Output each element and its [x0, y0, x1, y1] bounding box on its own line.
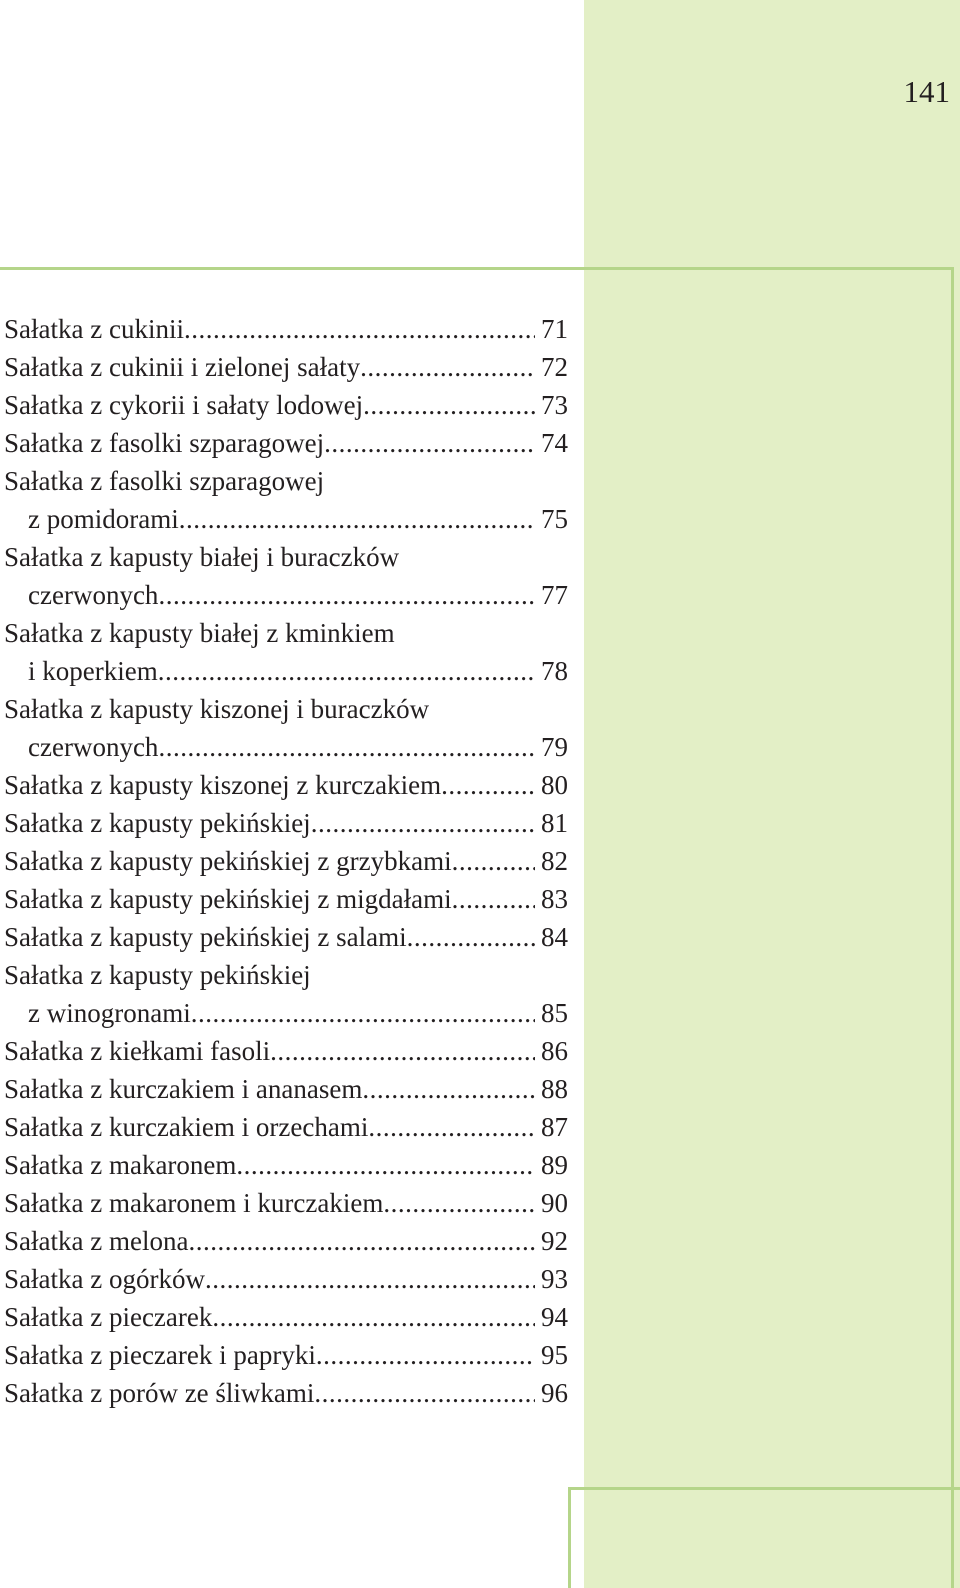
- toc-entry: [4, 538, 568, 614]
- dot-leader: [184, 310, 535, 348]
- toc-entry-row: [4, 500, 568, 538]
- dot-leader: [360, 348, 535, 386]
- bottom-rule-vertical: [568, 1487, 571, 1588]
- toc-entry-title: Sałatka z fasolki szparagowej: [4, 428, 325, 458]
- toc-entry: [4, 1108, 568, 1146]
- toc-entry-title: Sałatka z kapusty pekińskiej: [4, 808, 311, 838]
- toc-entry-title: i koperkiem: [28, 656, 158, 686]
- dot-leader: [205, 1260, 535, 1298]
- toc-entry-title: Sałatka z pieczarek i papryki: [4, 1340, 316, 1370]
- toc-entry-title: z winogronami: [28, 998, 191, 1028]
- dot-leader: [407, 918, 535, 956]
- toc-entry-row: [4, 1108, 568, 1146]
- toc-entry-row: [4, 1184, 568, 1222]
- dot-leader: [191, 994, 535, 1032]
- toc-entry-title: Sałatka z kapusty pekińskiej z migdałami: [4, 884, 452, 914]
- toc-entry-page: 94: [541, 1302, 568, 1332]
- toc-entry-row: [4, 1222, 568, 1260]
- toc-entry-row: [4, 1032, 568, 1070]
- dot-leader: [452, 842, 535, 880]
- toc-entry-row: [4, 1260, 568, 1298]
- toc-entry: [4, 1260, 568, 1298]
- toc-entry-page: 74: [541, 428, 568, 458]
- toc-entry-row: [4, 1070, 568, 1108]
- toc-entry-title: Sałatka z kapusty kiszonej z kurczakiem: [4, 770, 442, 800]
- toc-entry: [4, 310, 568, 348]
- dot-leader: [158, 576, 535, 614]
- toc-entry-page: 80: [541, 770, 568, 800]
- toc-entry-page: 82: [541, 846, 568, 876]
- toc-entry: [4, 1222, 568, 1260]
- dot-leader: [311, 804, 535, 842]
- page-number: 141: [903, 74, 950, 109]
- toc-entry-page: 83: [541, 884, 568, 914]
- toc-entry-row: [4, 424, 568, 462]
- toc-entry-title: Sałatka z pieczarek: [4, 1302, 213, 1332]
- toc-entry: [4, 1374, 568, 1412]
- toc-entry-page: 89: [541, 1150, 568, 1180]
- toc-entry-page: 81: [541, 808, 568, 838]
- dot-leader: [188, 1222, 535, 1260]
- toc-entry-page: 85: [541, 998, 568, 1028]
- toc-entry-page: 96: [541, 1378, 568, 1408]
- toc-entry-row: [4, 1146, 568, 1184]
- dot-leader: [179, 500, 535, 538]
- toc-entry: [4, 804, 568, 842]
- toc-entry: [4, 1336, 568, 1374]
- dot-leader: [362, 1070, 535, 1108]
- toc-entry-title: Sałatka z kapusty białej z kminkiem: [4, 618, 395, 648]
- dot-leader: [158, 728, 535, 766]
- dot-leader: [236, 1146, 535, 1184]
- dot-leader: [270, 1032, 535, 1070]
- dot-leader: [212, 1298, 535, 1336]
- toc-entry: [4, 462, 568, 538]
- toc-entry-row: [4, 880, 568, 918]
- toc-entry-title: czerwonych: [28, 580, 159, 610]
- toc-entry-page: 93: [541, 1264, 568, 1294]
- toc-entry-row: [4, 1374, 568, 1412]
- toc-entry-title: Sałatka z cykorii i sałaty lodowej: [4, 390, 364, 420]
- toc-entry-page: 86: [541, 1036, 568, 1066]
- toc-entry-title: Sałatka z kapusty białej i buraczków: [4, 542, 400, 572]
- toc-entry-row: [4, 766, 568, 804]
- toc-entry-title: Sałatka z porów ze śliwkami: [4, 1378, 315, 1408]
- dot-leader: [368, 1108, 535, 1146]
- toc-entry: [4, 766, 568, 804]
- dot-leader: [314, 1374, 535, 1412]
- dot-leader: [452, 880, 535, 918]
- toc-entry-title: Sałatka z cukinii i zielonej sałaty: [4, 352, 361, 382]
- toc-entry-row: [4, 728, 568, 766]
- toc-entry-page: 71: [541, 314, 568, 344]
- toc-entry-page: 75: [541, 504, 568, 534]
- toc-entry-row: [4, 842, 568, 880]
- toc-entry: [4, 424, 568, 462]
- toc-entry: [4, 842, 568, 880]
- toc-entry-page: 90: [541, 1188, 568, 1218]
- toc-entry: [4, 1184, 568, 1222]
- toc-entry-row: [4, 348, 568, 386]
- toc-entry: [4, 614, 568, 690]
- toc-entry: [4, 690, 568, 766]
- toc-entry-row: [4, 386, 568, 424]
- toc-entry: [4, 386, 568, 424]
- toc-entry-row: [4, 994, 568, 1032]
- toc-entry-title: Sałatka z fasolki szparagowej: [4, 466, 325, 496]
- toc-entry-title: Sałatka z kurczakiem i ananasem: [4, 1074, 363, 1104]
- toc-entry: [4, 1298, 568, 1336]
- toc-entry: [4, 956, 568, 1032]
- toc-entry-page: 72: [541, 352, 568, 382]
- toc-entry-page: 88: [541, 1074, 568, 1104]
- toc-entry-page: 84: [541, 922, 568, 952]
- dot-leader: [441, 766, 535, 804]
- toc-entry: [4, 1070, 568, 1108]
- toc-entry-row: [4, 310, 568, 348]
- bottom-rule: [568, 1487, 960, 1490]
- toc-entry-page: 77: [541, 580, 568, 610]
- toc-entry-title: z pomidorami: [28, 504, 179, 534]
- toc-entry-row: [4, 576, 568, 614]
- toc-entry-title: Sałatka z kapusty pekińskiej z grzybkami: [4, 846, 452, 876]
- toc-entry-title: Sałatka z makaronem: [4, 1150, 237, 1180]
- dot-leader: [316, 1336, 535, 1374]
- toc-entry-page: 95: [541, 1340, 568, 1370]
- toc-entry-page: 73: [541, 390, 568, 420]
- toc-entry-title: czerwonych: [28, 732, 159, 762]
- toc-entry-title: Sałatka z kapusty pekińskiej z salami: [4, 922, 407, 952]
- toc-entry-row: [4, 1336, 568, 1374]
- top-rule: [0, 267, 954, 270]
- toc-entry-page: 87: [541, 1112, 568, 1142]
- toc-entry-title: Sałatka z kapusty pekińskiej: [4, 960, 311, 990]
- toc-entry-page: 92: [541, 1226, 568, 1256]
- dot-leader: [324, 424, 535, 462]
- table-of-contents: [4, 310, 568, 1412]
- toc-entry: [4, 880, 568, 918]
- toc-entry-title: Sałatka z melona: [4, 1226, 189, 1256]
- toc-entry-row: [4, 1298, 568, 1336]
- toc-entry: [4, 1032, 568, 1070]
- toc-entry-row: [4, 652, 568, 690]
- toc-entry: [4, 348, 568, 386]
- toc-entry-row: [4, 918, 568, 956]
- side-panel: [584, 0, 960, 1588]
- toc-entry: [4, 1146, 568, 1184]
- toc-entry-row: [4, 804, 568, 842]
- toc-entry-title: Sałatka z cukinii: [4, 314, 184, 344]
- toc-entry-title: Sałatka z kiełkami fasoli: [4, 1036, 271, 1066]
- toc-entry-title: Sałatka z ogórków: [4, 1264, 205, 1294]
- dot-leader: [383, 1184, 535, 1222]
- dot-leader: [158, 652, 535, 690]
- toc-entry-page: 79: [541, 732, 568, 762]
- toc-entry-title: Sałatka z kapusty kiszonej i buraczków: [4, 694, 430, 724]
- toc-entry-title: Sałatka z kurczakiem i orzechami: [4, 1112, 369, 1142]
- dot-leader: [363, 386, 535, 424]
- toc-entry-title: Sałatka z makaronem i kurczakiem: [4, 1188, 384, 1218]
- right-rule: [951, 267, 954, 1588]
- toc-entry-page: 78: [541, 656, 568, 686]
- toc-entry: [4, 918, 568, 956]
